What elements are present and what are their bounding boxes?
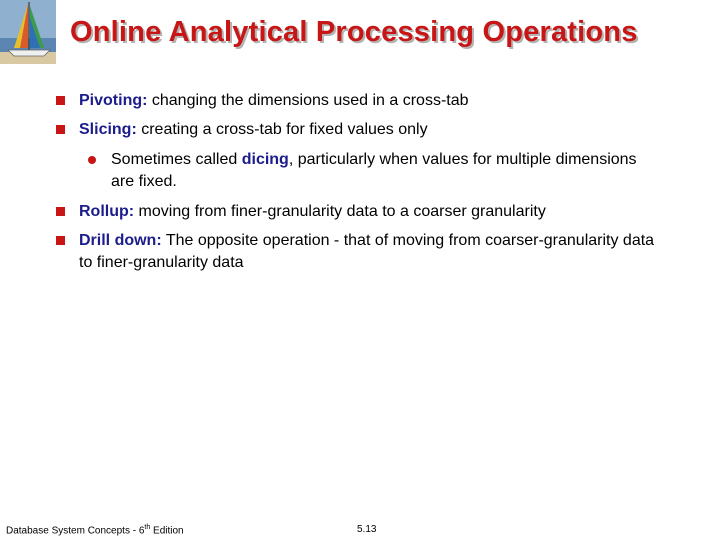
bullet-item-pivoting [56,90,656,112]
bullet-item-slicing [56,119,656,141]
bullet-term: Pivoting: [79,92,148,109]
bullet-term: Slicing: [79,121,137,138]
bullet-text: The opposite operation - that of moving from coarser-granularity data to finer-granularity data [79,232,655,271]
footer-book-title [6,524,184,536]
bullet-term: Rollup: [79,203,135,220]
sailboat-logo [0,0,56,64]
bullet-text: moving from finer-granularity data to a coarser granularity [134,203,546,220]
square-bullet-icon [56,96,65,105]
bullet-list [56,90,656,274]
round-bullet-icon [88,156,96,164]
sub-bullet-text-before: Sometimes called [111,151,242,168]
bullet-text: changing the dimensions used in a cross-tab [147,92,469,109]
square-bullet-icon [56,125,65,134]
footer-book-suffix: Edition [150,525,184,537]
bullet-item-drill-down [56,230,656,274]
sub-bullet-term: dicing [241,151,289,168]
square-bullet-icon [56,207,65,216]
sub-bullet-dicing [56,149,656,193]
footer-page-number: 5.13 [357,524,377,535]
footer-edition-sup: th [144,524,151,531]
bullet-text: creating a cross-tab for fixed values only [136,121,428,138]
footer-book-prefix: Database System Concepts - 6 [6,525,145,537]
bullet-term: Drill down: [79,232,162,249]
slide-title: Online Analytical Processing Operations [70,16,638,48]
bullet-item-rollup [56,201,656,223]
square-bullet-icon [56,236,65,245]
sub-bullet-text-after: , particularly when values for multiple dimensions are fixed. [111,151,637,190]
